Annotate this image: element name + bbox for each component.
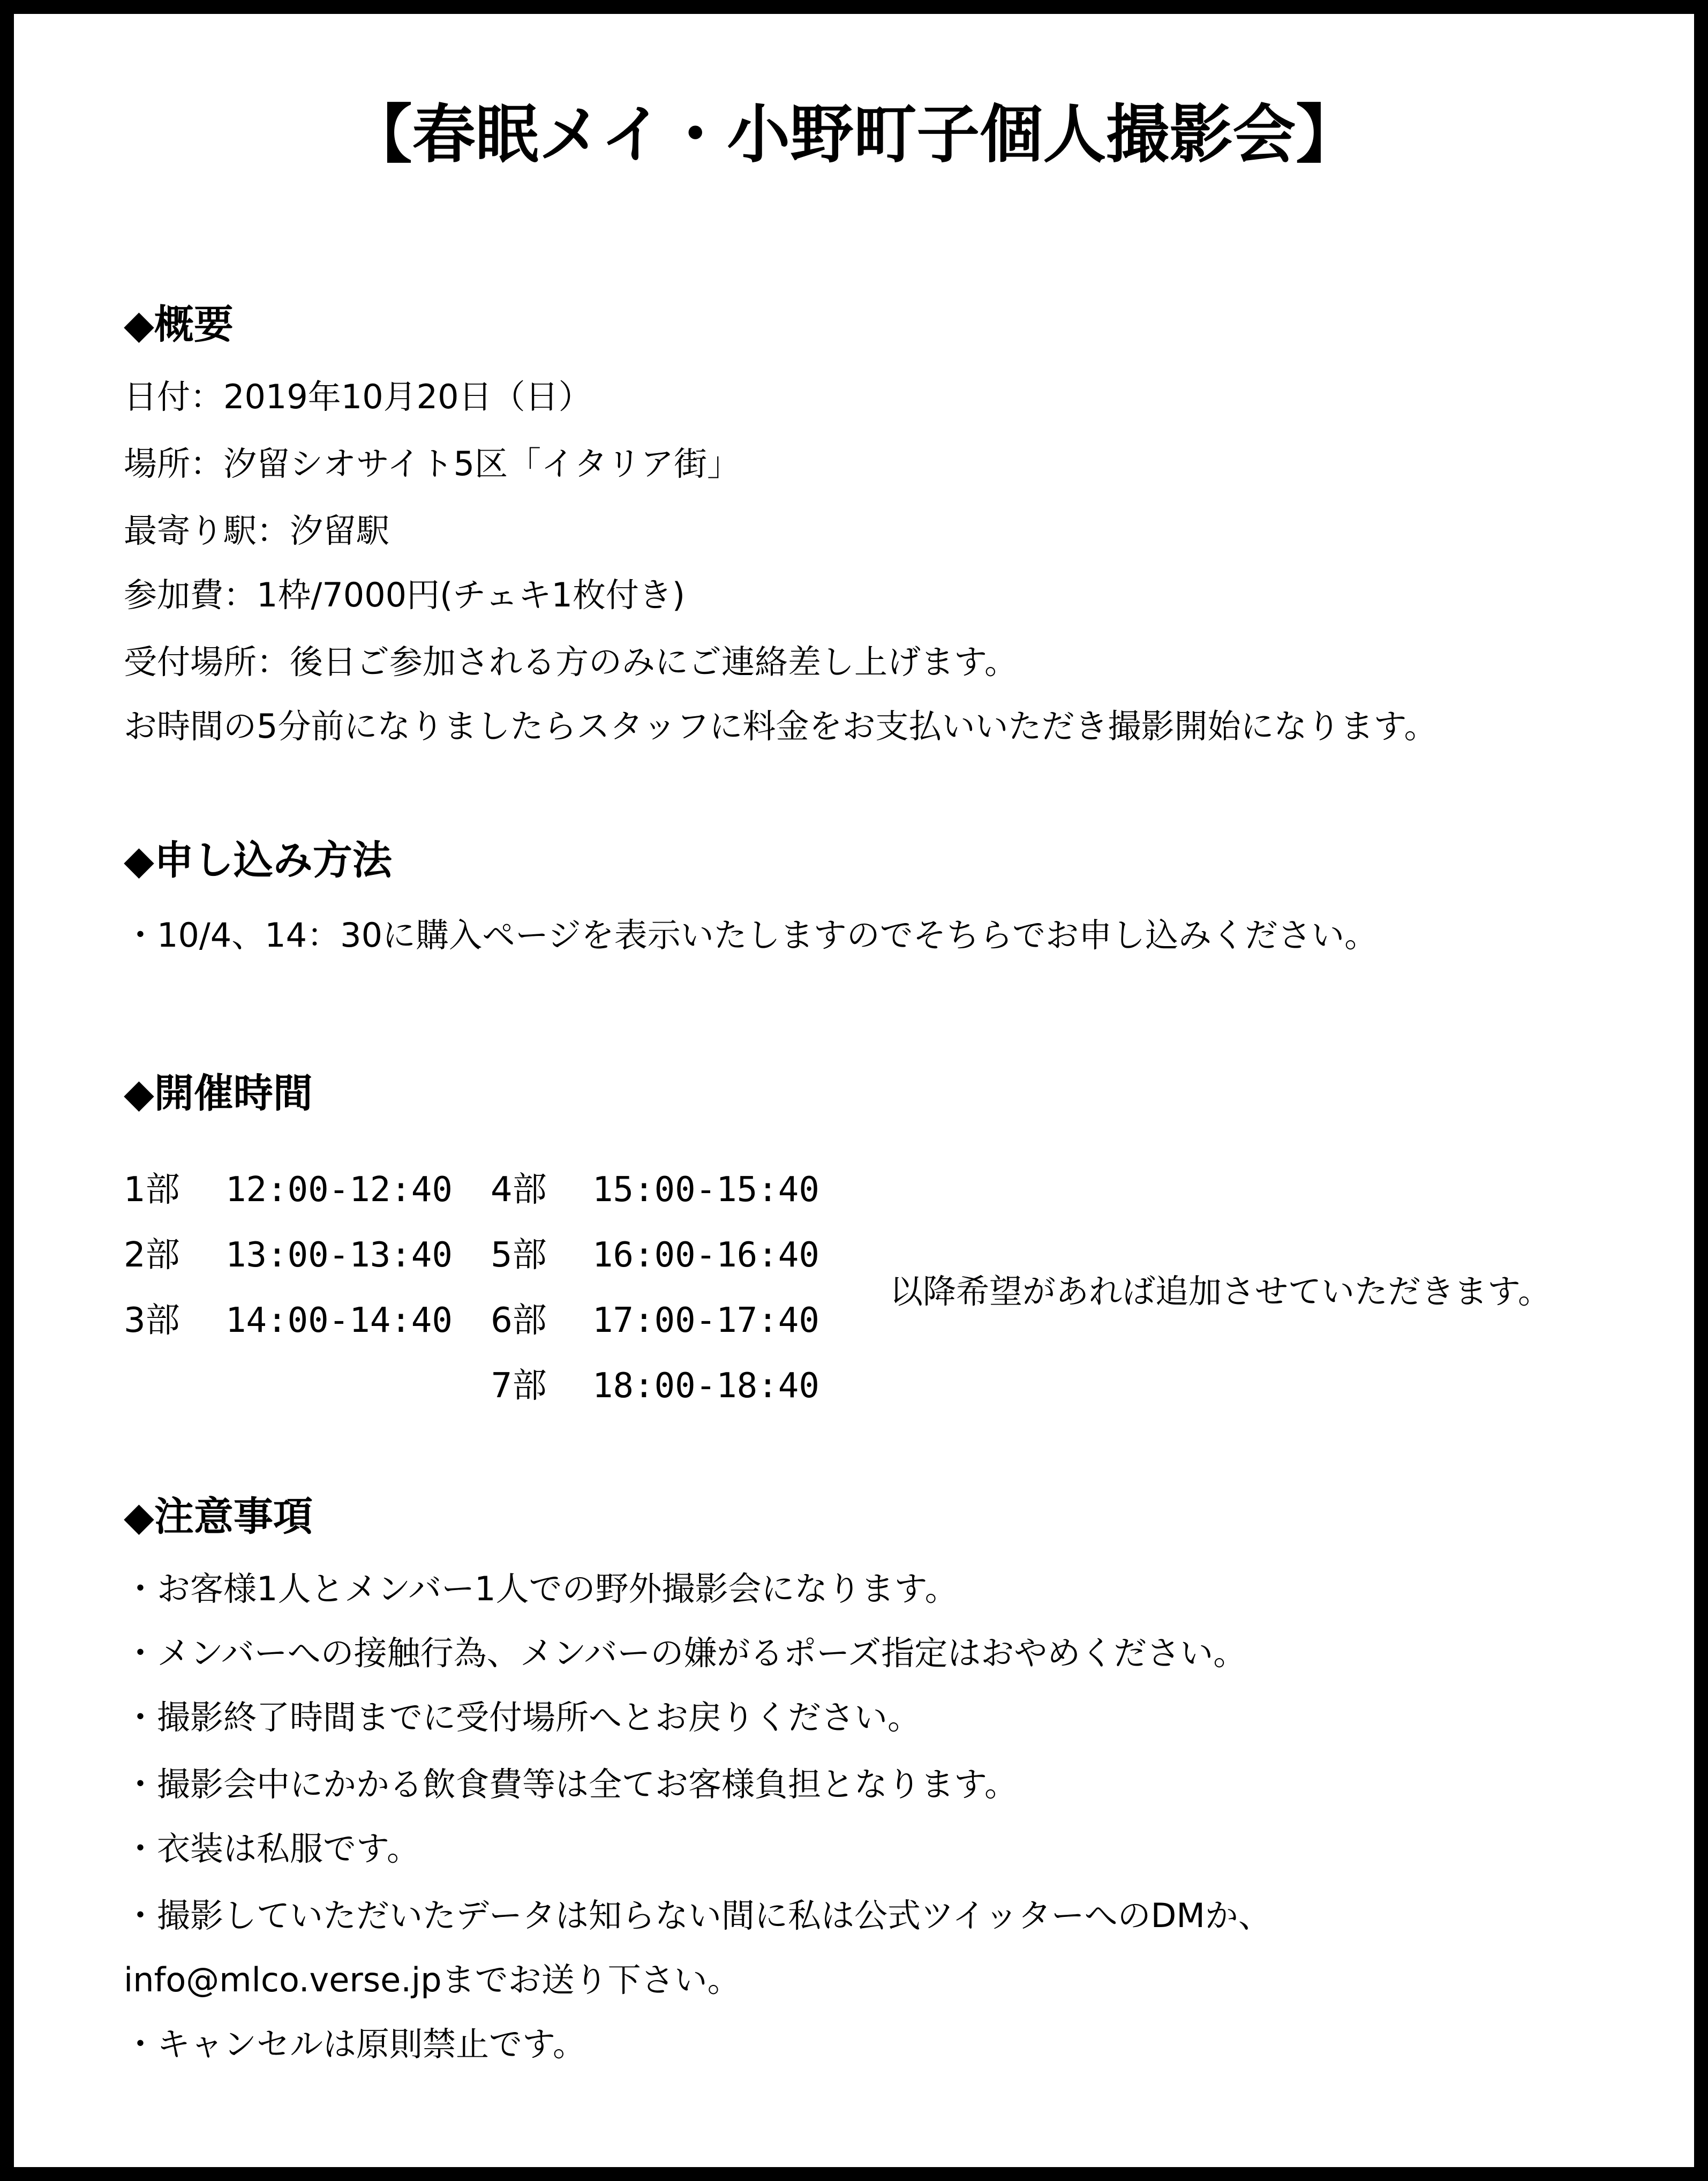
note-line: ・撮影終了時間までに受付場所へとお戻りください。	[124, 1698, 921, 1737]
page-title: 【春眠メイ・小野町子個人撮影会】	[349, 98, 1359, 171]
note-line: ・キャンセルは原則禁止です。	[124, 2025, 586, 2064]
apply-heading: ◆申し込み方法	[124, 837, 392, 883]
schedule-part: 3部	[124, 1301, 180, 1340]
overview-line-date: 日付：2019年10月20日（日）	[124, 377, 592, 416]
overview-line-reception: 受付場所：後日ご参加される方のみにご連絡差し上げます。	[124, 642, 1018, 681]
schedule-row	[491, 1296, 819, 1345]
overview-line-fee: 参加費：1枠/7000円(チェキ1枚付き)	[124, 575, 686, 614]
note-line: ・撮影していただいたデータは知らない間に私は公式ツイッターへのDMか、	[124, 1896, 1271, 1935]
schedule-time: 15:00-15:40	[592, 1170, 819, 1210]
note-line: ・撮影会中にかかる飲食費等は全てお客様負担となります。	[124, 1765, 1018, 1804]
overview-line-payment: お時間の5分前になりましたらスタッフに料金をお支払いいただき撮影開始になります。	[124, 707, 1438, 746]
notes-heading: ◆注意事項	[124, 1494, 313, 1540]
apply-line: ・10/4、14：30に購入ページを表示いたしますのでそちらでお申し込みください。	[124, 916, 1378, 955]
schedule-time: 12:00-12:40	[225, 1170, 453, 1210]
note-line: ・衣装は私服です。	[124, 1829, 420, 1868]
schedule-part: 2部	[124, 1235, 180, 1275]
overview-line-place: 場所：汐留シオサイト5区「イタリア街」	[124, 444, 741, 483]
note-line-email: info@mlco.verse.jpまでお送り下さい。	[124, 1960, 741, 1999]
schedule-time: 16:00-16:40	[592, 1235, 819, 1275]
schedule-part: 6部	[491, 1301, 547, 1340]
schedule-heading: ◆開催時間	[124, 1070, 313, 1116]
schedule-part: 1部	[124, 1170, 180, 1210]
schedule-note: 以降希望があれば追加させていただきます。	[890, 1272, 1552, 1311]
schedule-part: 7部	[491, 1366, 547, 1406]
schedule-row	[491, 1166, 819, 1214]
schedule-row	[124, 1231, 453, 1279]
schedule-time: 13:00-13:40	[225, 1235, 453, 1275]
note-line: ・お客様1人とメンバー1人での野外撮影会になります。	[124, 1569, 958, 1608]
schedule-time: 17:00-17:40	[592, 1301, 819, 1340]
schedule-row	[124, 1166, 453, 1214]
schedule-time: 18:00-18:40	[592, 1366, 819, 1406]
schedule-part: 4部	[491, 1170, 547, 1210]
overview-line-station: 最寄り駅：汐留駅	[124, 511, 390, 550]
note-line: ・メンバーへの接触行為、メンバーの嫌がるポーズ指定はおやめください。	[124, 1633, 1247, 1673]
schedule-time: 14:00-14:40	[225, 1301, 453, 1340]
overview-heading: ◆概要	[124, 302, 234, 348]
schedule-part: 5部	[491, 1235, 547, 1275]
schedule-row	[491, 1231, 819, 1279]
schedule-row	[491, 1362, 819, 1410]
schedule-row	[124, 1296, 453, 1345]
